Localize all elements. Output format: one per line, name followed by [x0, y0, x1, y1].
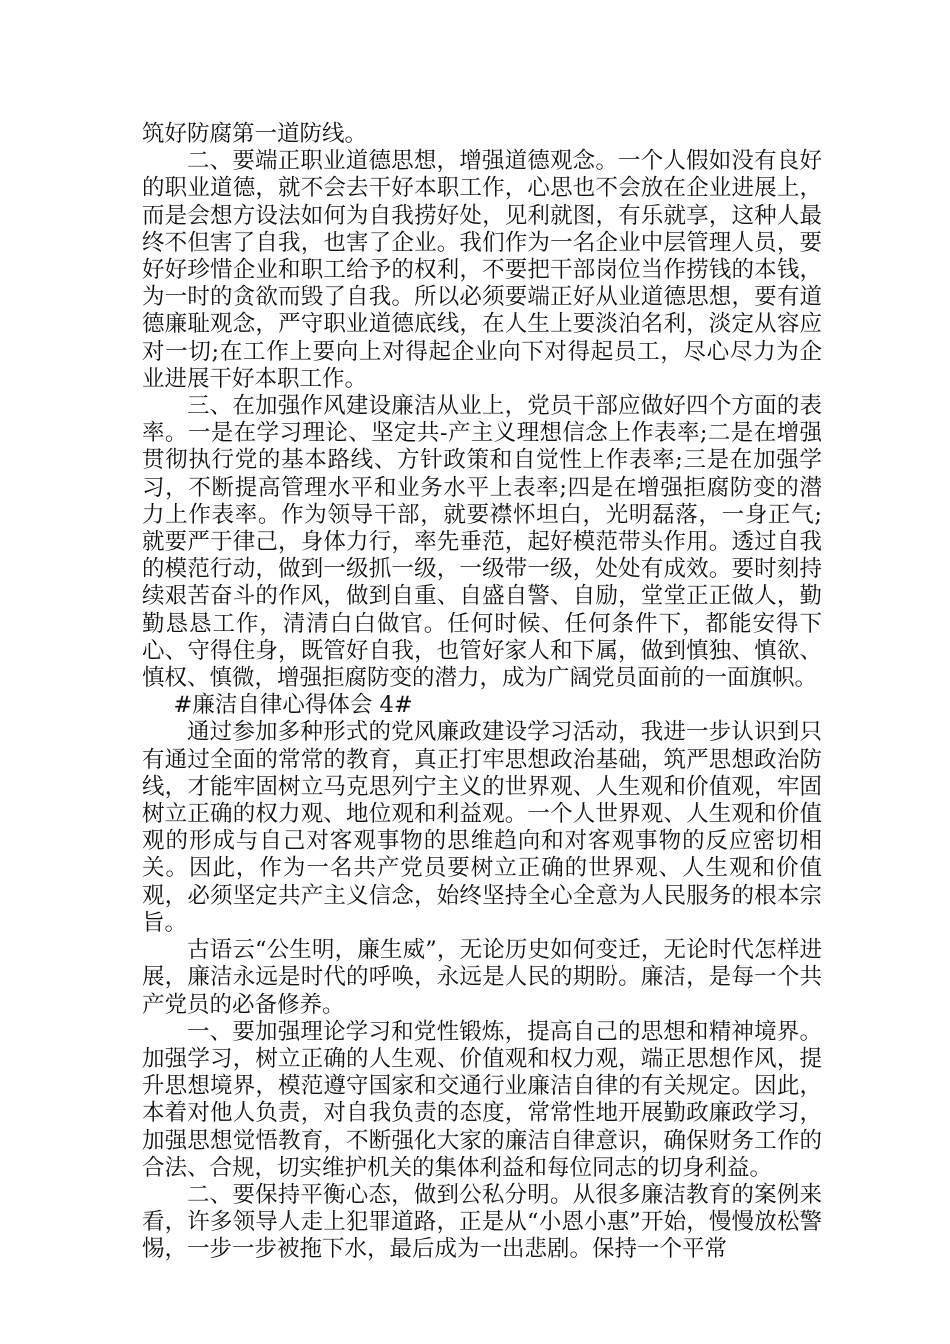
- section-heading: #廉洁自律心得体会 4#: [173, 692, 413, 719]
- paragraph-study-activities: 通过参加多种形式的党风廉政建设学习活动，我进一步认识到只有通过全面的常常的教育，真正打牢思想政治基础，筑严思想政治防线，才能牢固树立马克思列宁主义的世界观、人生观和价值观，牢固树立正确的权力观、地位观和利益观。一个人世界观、人生观和价值观的形成与自己对客观事物的思维趋向和对客观事物的反应密切相关。因此，作为一名共产党员要树立正确的世界观、人生观和价值观，必须坚定共产主义信念，始终坚持全心全意为人民服务的根本宗旨。: [142, 719, 822, 936]
- paragraph-theory-study: 一、要加强理论学习和党性锻炼，提高自己的思想和精神境界。加强学习，树立正确的人生观、价值观和权力观，端正思想作风，提升思想境界，模范遵守国家和交通行业廉洁自律的有关规定。因此，本着对他人负责，对自我负责的态度，常常性地开展勤政廉政学习，加强思想觉悟教育，不断强化大家的廉洁自律意识，确保财务工作的合法、合规，切实维护机关的集体利益和每位同志的切身利益。: [142, 1018, 822, 1181]
- paragraph-professional-ethics: 二、要端正职业道德思想，增强道德观念。一个人假如没有良好的职业道德，就不会去干好本职工作，心思也不会放在企业进展上，而是会想方设法如何为自我捞好处，见利就图，有乐就享，这种人最终不但害了自我，也害了企业。我们作为一名企业中层管理人员，要好好珍惜企业和职工给予的权利，不要把干部岗位当作捞钱的本钱，为一时的贪欲而毁了自我。所以必须要端正好从业道德思想，要有道德廉耻观念，严守职业道德底线，在人生上要淡泊名利，淡定从容应对一切;在工作上要向上对得起企业向下对得起员工，尽心尽力为企业进展干好本职工作。: [142, 148, 822, 392]
- paragraph-work-style: 三、在加强作风建设廉洁从业上，党员干部应做好四个方面的表率。一是在学习理论、坚定共-产主义理想信念上作表率;二是在增强贯彻执行党的基本路线、方针政策和自觉性上作表率;三是在加强学习，不断提高管理水平和业务水平上表率;四是在增强拒腐防变的潜力上作表率。作为领导干部，就要襟怀坦白，光明磊落，一身正气;就要严于律己，身体力行，率先垂范，起好模范带头作用。透过自我的模范行动，做到一级抓一级，一级带一级，处处有成效。要时刻持续艰苦奋斗的作风，做到自重、自盛自警、自励，堂堂正正做人，勤勤恳恳工作，清清白白做官。任何时候、任何条件下，都能安得下心、守得住身，既管好自我，也管好家人和下属，做到慎独、慎欲、慎权、慎微，增强拒腐防变的潜力，成为广阔党员面前的一面旗帜。: [142, 393, 822, 692]
- document-body: [142, 121, 822, 1264]
- paragraph-continuation: 筑好防腐第一道防线。: [142, 121, 368, 147]
- paragraph-ancient-saying: 古语云“公生明，廉生威”，无论历史如何变迁，无论时代怎样进展，廉洁永远是时代的呼唤，永远是人民的期盼。廉洁，是每一个共产党员的必备修养。: [142, 937, 822, 1018]
- paragraph-balanced-mindset: 二、要保持平衡心态，做到公私分明。从很多廉洁教育的案例来看，许多领导人走上犯罪道路，正是从“小恩小惠”开始，慢慢放松警惕，一步一步被拖下水，最后成为一出悲剧。保持一个平常: [142, 1181, 822, 1263]
